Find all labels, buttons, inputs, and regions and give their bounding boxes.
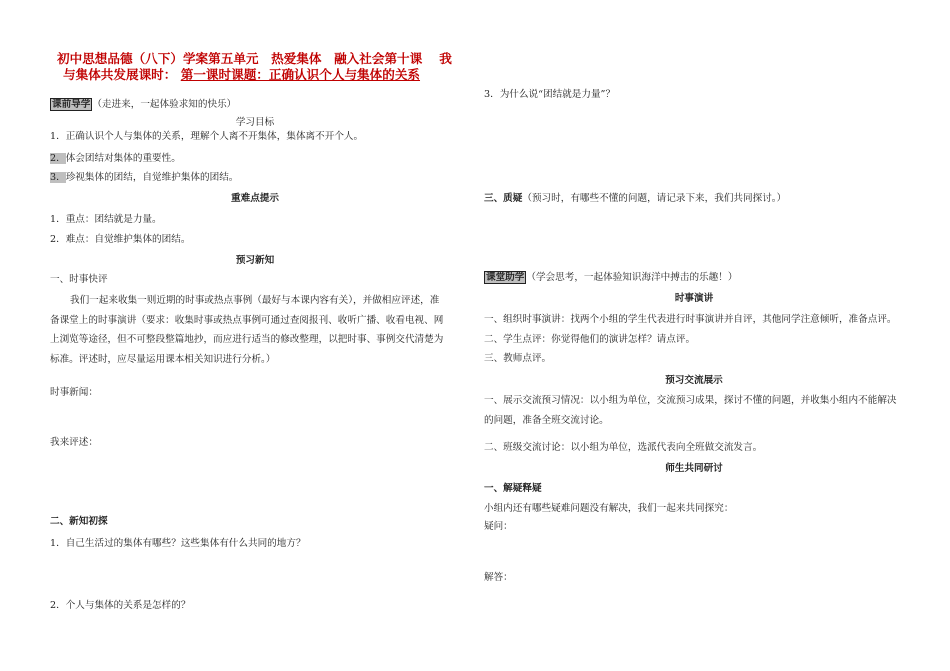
current-events-instructions: 我们一起来收集一则近期的时事或热点事例（最好与本课内容有关），并做相应评述，准备课堂上的时事演讲（要求：收集时事或热点事例可通过查阅报刊、收听广播、收看电视、网上浏览等途径，但不可整段整篇地抄，而应进行适当的修改整理，以把时事、事例交代清楚为标准。评述时，应尽量运用课本相关知识进行分析。）: [50, 295, 444, 365]
document-title-line2: [63, 67, 420, 83]
section-in-class-hint: （学会思考，一起体验知识海洋中搏击的乐趣！）: [526, 272, 738, 283]
question-1: 1．自己生活过的集体有哪些？这些集体有什么共同的地方？: [50, 538, 306, 549]
goal-2: [50, 152, 181, 165]
section-pre-class: [50, 98, 236, 111]
goal-3-text: 珍视集体的团结，自觉维护集体的团结。: [65, 172, 239, 183]
answer-label: 解答：: [484, 572, 513, 583]
key-point-1: 1．重点：团结就是力量。: [50, 214, 162, 225]
goal-1: 1．正确认识个人与集体的关系，理解个人离不开集体，集体离不开个人。: [50, 131, 364, 142]
new-knowledge-subheading: 二、新知初探: [50, 516, 108, 527]
speech-step-1: 一、组织时事演讲：找两个小组的学生代表进行时事演讲并自评，其他同学注意倾听，准备点评。: [484, 314, 897, 325]
solve-doubts-subheading: 一、解疑释疑: [484, 483, 542, 494]
preview-heading: 预习新知: [235, 255, 275, 266]
doubt-label: 三、质疑: [484, 193, 523, 204]
news-label: 时事新闻：: [50, 387, 98, 398]
speech-step-3: 三、教师点评。: [484, 353, 552, 364]
question-2: 2．个人与集体的关系是怎样的？: [50, 600, 191, 611]
doubt-question-label: 疑问：: [484, 521, 513, 532]
speech-step-2: 二、学生点评：你觉得他们的演讲怎样？请点评。: [484, 334, 696, 345]
speech-heading: 时事演讲: [674, 293, 714, 304]
goals-heading: 学习目标: [235, 117, 275, 128]
section-in-class-label: 课堂助学: [486, 272, 525, 283]
goal-3-number: 3．: [50, 172, 66, 183]
document-title-line1: 初中思想品德（八下）学案第五单元 热爱集体 融入社会第十课 我: [57, 51, 452, 66]
doubt-section: [484, 192, 786, 205]
question-3: 3．为什么说“团结就是力量”？: [484, 89, 616, 100]
doubt-text: （预习时，有哪些不懂的问题，请记录下来，我们共同探讨。）: [522, 193, 787, 204]
joint-study-heading: 师生共同研讨: [665, 463, 723, 474]
title-lesson-info: 与集体共发展课时：: [63, 67, 177, 82]
comment-label: 我来评述：: [50, 437, 98, 448]
section-pre-class-label: 课前导学: [52, 99, 91, 110]
key-point-2: 2．难点：自觉维护集体的团结。: [50, 234, 191, 245]
solve-doubts-text: 小组内还有哪些疑难问题没有解决，我们一起来共同探究：: [484, 503, 734, 514]
current-events-subheading: 一、时事快评: [50, 274, 108, 285]
exchange-step-2: 二、班级交流讨论：以小组为单位，选派代表向全班做交流发言。: [484, 442, 763, 453]
goal-2-number: 2．: [50, 153, 66, 164]
title-topic: 第一课时课题：正确认识个人与集体的关系: [180, 67, 421, 82]
key-points-heading: 重难点提示: [231, 193, 279, 204]
goal-2-text: 体会团结对集体的重要性。: [65, 153, 181, 164]
section-pre-class-hint: （走进来，一起体验求知的快乐）: [92, 99, 237, 110]
preview-exchange-heading: 预习交流展示: [665, 375, 723, 386]
goal-3: [50, 171, 238, 184]
exchange-step-1: 一、展示交流预习情况：以小组为单位，交流预习成果，探讨不懂的问题，并收集小组内不能解决的问题，准备全班交流讨论。: [484, 395, 897, 426]
section-in-class: [484, 271, 737, 284]
